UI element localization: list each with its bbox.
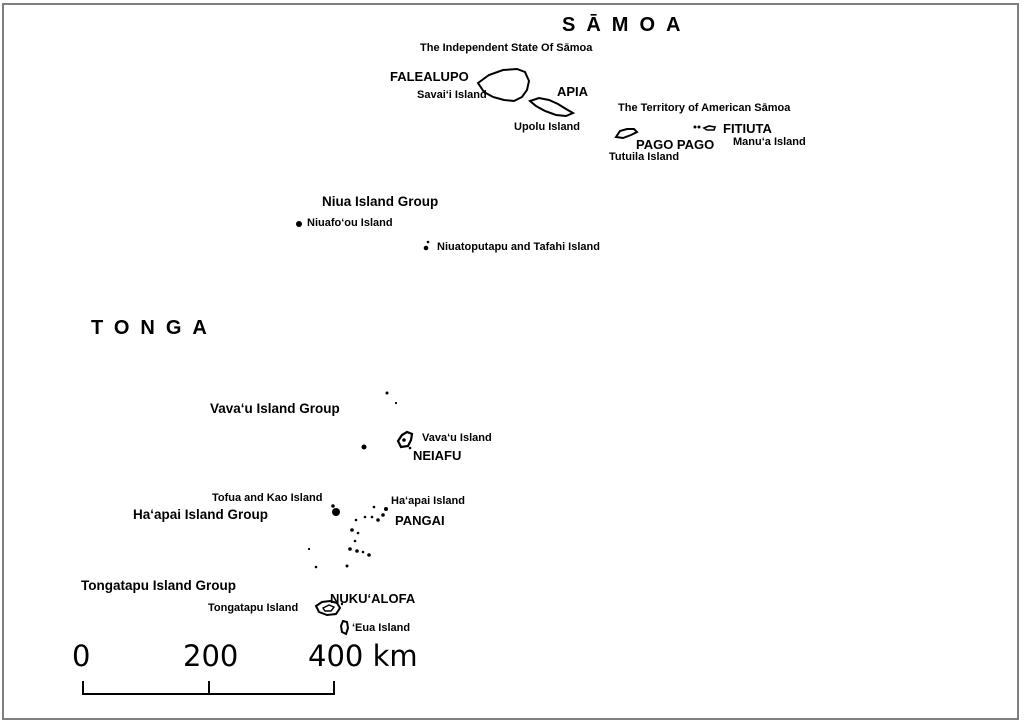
- tafahi-island-shape: [427, 241, 430, 244]
- haapai-islet-mark: [354, 540, 357, 543]
- haapai-island-label: Ha‘apai Island: [391, 495, 465, 507]
- apia-city-label: APIA: [557, 84, 589, 99]
- tofua-island-shape: [332, 508, 340, 516]
- upolu-island-label: Upolu Island: [514, 121, 580, 133]
- manua-island-label: Manu‘a Island: [733, 136, 806, 148]
- haapai-islet-mark: [384, 507, 388, 511]
- american-samoa-label: The Territory of American Sāmoa: [618, 102, 791, 114]
- pangai-city-label: PANGAI: [395, 513, 445, 528]
- haapai-islet-mark: [362, 551, 365, 554]
- fitiuta-city-label: FITIUTA: [723, 121, 772, 136]
- haapai-islet-mark: [364, 516, 367, 519]
- haapai-islet-mark: [350, 528, 354, 532]
- vavau-islet-mark: [395, 402, 397, 404]
- vavau-islet-mark: [386, 392, 389, 395]
- haapai-islet-mark: [308, 548, 310, 550]
- niuafoou-island-label: Niuafo‘ou Island: [307, 217, 393, 229]
- vavau-islet-mark: [362, 445, 367, 450]
- samoa-country-label: SĀMOA: [562, 14, 692, 36]
- tutuila-island-label: Tutuila Island: [609, 151, 680, 163]
- vavau-islet-mark: [402, 438, 406, 442]
- haapai-islet-mark: [355, 519, 358, 522]
- tongatapu-island-label: Tongatapu Island: [208, 602, 299, 614]
- savaii-island-label: Savai‘i Island: [417, 89, 487, 101]
- tutuila-island-shape: [616, 129, 637, 138]
- tongatapu-group-label: Tongatapu Island Group: [81, 578, 236, 593]
- vavau-islet-mark: [409, 447, 412, 450]
- manua-islet-mark: [694, 126, 697, 129]
- niuatoputapu-island-label: Niuatoputapu and Tafahi Island: [437, 241, 600, 253]
- niuafoou-island-shape: [296, 221, 302, 227]
- haapai-islet-mark: [367, 553, 371, 557]
- vavau-island-label: Vava‘u Island: [422, 432, 492, 444]
- pago-pago-city-label: PAGO PAGO: [636, 137, 715, 152]
- upolu-island-shape: [530, 98, 573, 116]
- haapai-islet-mark: [355, 549, 359, 553]
- kao-island-shape: [331, 504, 335, 508]
- eua-island-label: ‘Eua Island: [352, 622, 411, 634]
- scale-tick-label-400-km: 400 km: [308, 639, 418, 673]
- niuatoputapu-island-shape: [424, 246, 429, 251]
- vavau-group-label: Vava‘u Island Group: [210, 401, 340, 416]
- haapai-islet-mark: [381, 513, 385, 517]
- scale-bar: [82, 681, 335, 695]
- haapai-islet-mark: [348, 547, 352, 551]
- haapai-islet-mark: [376, 518, 380, 522]
- neiafu-city-label: NEIAFU: [413, 448, 462, 463]
- niua-group-label: Niua Island Group: [322, 194, 439, 209]
- tonga-country-label: TONGA: [91, 317, 218, 339]
- scale-tick-label-200: 200: [183, 639, 239, 673]
- nukualofa-city-label: NUKU‘ALOFA: [330, 591, 416, 606]
- manua-islet-mark: [698, 126, 701, 129]
- independent-samoa-label: The Independent State Of Sāmoa: [420, 42, 593, 54]
- tofua-kao-island-label: Tofua and Kao Island: [212, 492, 323, 504]
- manua-island-shape: [704, 126, 715, 130]
- haapai-group-label: Ha‘apai Island Group: [133, 507, 269, 522]
- haapai-islet-mark: [357, 532, 360, 535]
- haapai-islet-mark: [371, 516, 374, 519]
- haapai-islet-mark: [373, 506, 376, 509]
- falealupo-city-label: FALEALUPO: [390, 69, 469, 84]
- eua-island-shape: [341, 621, 348, 634]
- haapai-islet-mark: [315, 566, 318, 569]
- scale-tick-label-0: 0: [72, 639, 91, 673]
- haapai-islet-mark: [346, 565, 349, 568]
